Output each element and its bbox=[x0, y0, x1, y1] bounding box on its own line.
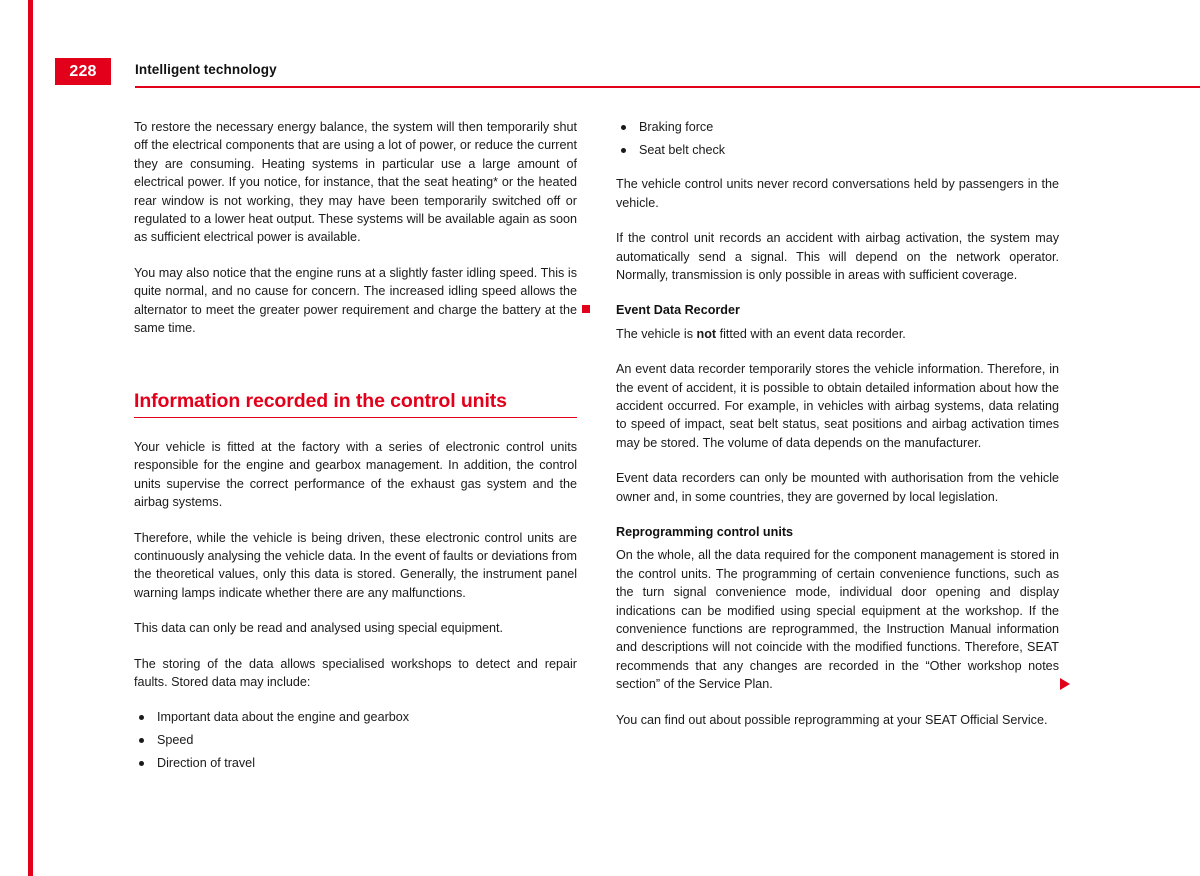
section-heading-wrap bbox=[134, 392, 577, 417]
paragraph: Your vehicle is fitted at the factory with a series of electronic control units responsible for the engine and gearbox management. In addition, the control units supervise the correct performance of the exhaust gas system and the airbag systems. bbox=[134, 439, 577, 510]
end-of-section-marker-icon bbox=[582, 305, 590, 313]
subsection-heading-event-data-recorder: Event Data Recorder bbox=[616, 303, 740, 318]
paragraph: You may also notice that the engine runs at a slightly faster idling speed. This is quite normal, and no cause for concern. The increased idling speed allows the alternator to meet the greater power requirement and charge the battery at the same time. bbox=[134, 265, 577, 336]
stored-data-list bbox=[134, 708, 577, 772]
paragraph: An event data recorder temporarily stores the vehicle information. Therefore, in the event of accident, it is possible to obtain detailed information about how the accident occurred. For example, in vehicles with airbag systems, data relating to speed of impact, seat belt status, seat positions and airbag activation times may be stored. The volume of data depends on the manufacturer. bbox=[616, 362, 1059, 450]
left-column bbox=[134, 118, 577, 789]
paragraph: On the whole, all the data required for the component management is stored in the control units. The programming of certain convenience functions, such as the turn signal convenience mode, individual door opening and display indications can be modified using special equipment at the workshop. If the convenience functions are reprogrammed, the Instruction Manual information and descriptions will not coincide with the modified functions. Therefore, SEAT recommends that any changes are recorded in the “Other workshop notes section” of the Service Plan. bbox=[616, 548, 1059, 692]
paragraph: Event data recorders can only be mounted with authorisation from the vehicle owner and, in some countries, they are governed by local legislation. bbox=[616, 471, 1059, 504]
paragraph: To restore the necessary energy balance, the system will then temporarily shut off the electrical components that are using a lot of power, or reduce the current they are consuming. Heating systems in particular use a large amount of electrical power. If you notice, for instance, that the seat heating* or the heated rear window is not working, they may have been temporarily switched off or regulated to a lower heat output. These systems will be available again as soon as sufficient electrical power is available. bbox=[134, 120, 577, 245]
paragraph bbox=[616, 325, 1059, 343]
paragraph: The vehicle control units never record conversations held by passengers in the vehicle. bbox=[616, 177, 1059, 210]
emphasis-not: not bbox=[696, 326, 717, 341]
list-item: Braking force bbox=[616, 118, 1059, 136]
header-divider bbox=[135, 86, 1200, 88]
list-item: Speed bbox=[134, 731, 577, 749]
list-item: Seat belt check bbox=[616, 141, 1059, 159]
subsection-heading-reprogramming: Reprogramming control units bbox=[616, 525, 794, 539]
page-title: Intelligent technology bbox=[135, 62, 277, 77]
paragraph: This data can only be read and analysed using special equipment. bbox=[134, 621, 503, 636]
paragraph: If the control unit records an accident with airbag activation, the system may automatically send a signal. This will depend on the network operator. Normally, transmission is only possible in areas with sufficient coverage. bbox=[616, 231, 1059, 282]
continuation-arrow-icon bbox=[1060, 678, 1070, 690]
paragraph: You can find out about possible reprogramming at your SEAT Official Service. bbox=[616, 712, 1048, 727]
text-fragment: fitted with an event data recorder. bbox=[716, 326, 906, 341]
page-spine-bar bbox=[28, 0, 33, 876]
paragraph: The storing of the data allows specialised workshops to detect and repair faults. Stored data may include: bbox=[134, 656, 577, 689]
right-column bbox=[616, 118, 1059, 729]
list-item: Important data about the engine and gearbox bbox=[134, 708, 577, 726]
list-item: Direction of travel bbox=[134, 754, 577, 772]
section-heading: Information recorded in the control units bbox=[134, 392, 577, 417]
page-number: 228 bbox=[55, 58, 111, 85]
stored-data-list-continued bbox=[616, 118, 1059, 159]
text-fragment: The vehicle is bbox=[616, 326, 697, 341]
page-header bbox=[55, 58, 1145, 90]
paragraph: Therefore, while the vehicle is being driven, these electronic control units are continuously analysing the vehicle data. In the event of faults or deviations from the theoretical values, only this data is stored. Generally, the instrument panel warning lamps indicate whether there are any malfunctions. bbox=[134, 530, 577, 600]
